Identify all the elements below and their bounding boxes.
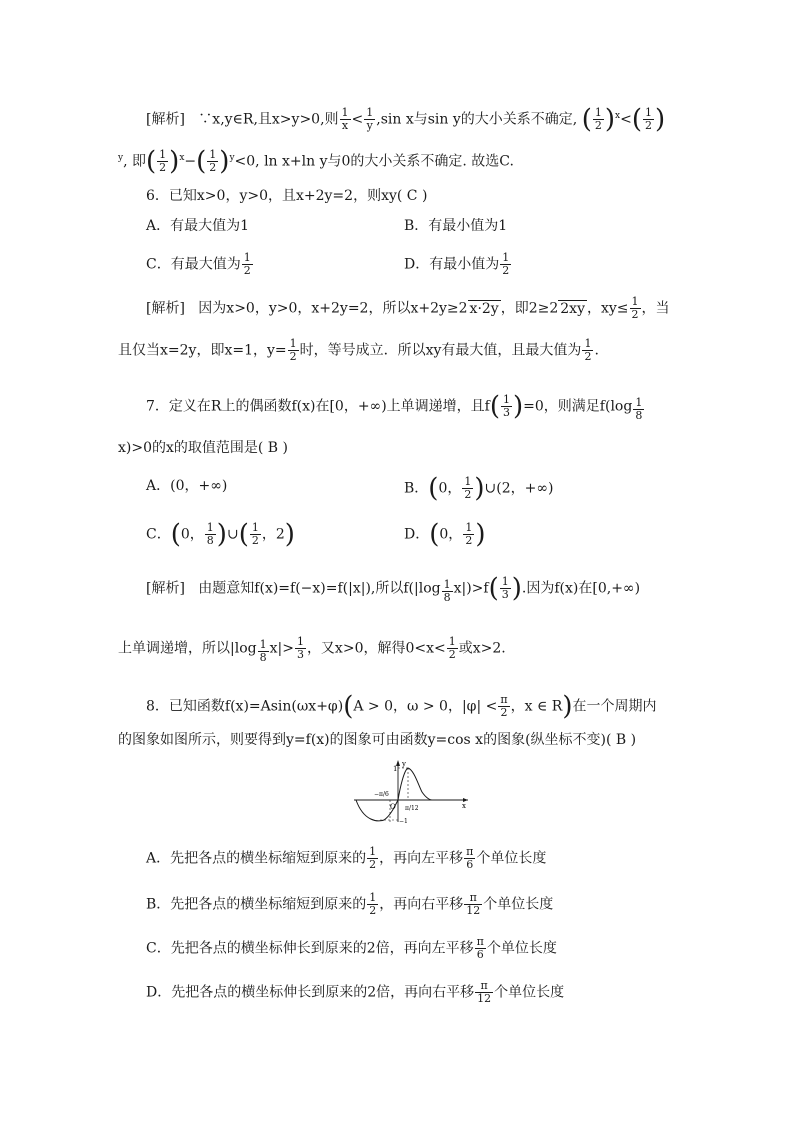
q8-stem-line2: 的图象如图所示，则要得到y=f(x)的图象可由函数y=cos x的图象(纵坐标不变)( B ) xyxy=(118,732,637,748)
q5-analysis-line1: [解析] ∵x,y∈R,且x>y>0,则 $\frac{1}{x}$ < $\frac{1}{y}$ ,sin x与sin y的大小关系不确定, ( $\frac{1}{2}$ )$^x$<( $\frac{1}{2}$ ) xyxy=(146,104,666,135)
analysis-label: [解析] xyxy=(146,300,185,317)
q8-stem: 8．已知函数f(x)=Asin(ωx+φ)(A > 0，ω > 0，|φ| < $\frac{\pi}{2}$ ，x ∈ R)在一个周期内 xyxy=(146,691,657,722)
tick-one: 1 xyxy=(393,765,398,773)
q6-option-a: A．有最大值为1 xyxy=(146,218,250,234)
origin-label: O xyxy=(390,803,396,811)
q7-option-d: D．(0， $\frac{1}{2}$ ) xyxy=(404,519,486,550)
x-label: x xyxy=(462,802,466,810)
q8-option-c: C．先把各点的横坐标伸长到原来的2倍，再向左平移 $\frac{\pi}{6}$ 个单位长度 xyxy=(146,935,557,961)
fraction-half: $\frac{1}{2}$ xyxy=(594,106,602,133)
q7-option-a: A．(0，+∞) xyxy=(146,478,228,494)
sine-curve xyxy=(356,768,432,821)
tick-neg-pi-6: −π/6 xyxy=(374,791,389,798)
q7-stem: 7．定义在R上的偶函数f(x)在[0，+∞)上单调递增，且f( $\frac{1}{3}$ )=0，则满足f(log $\frac{1}{8}$ xyxy=(146,391,643,422)
q6-analysis-line2: 且仅当x=2y，即x=1，y= $\frac{1}{2}$ 时，等号成立．所以xy有最大值，且最大值为 $\frac{1}{2}$ . xyxy=(118,337,599,363)
q8-option-b: B．先把各点的横坐标缩短到原来的 $\frac{1}{2}$ ，再向右平移 $\frac{\pi}{12}$ 个单位长度 xyxy=(146,891,554,917)
fraction-half: $\frac{1}{2}$ xyxy=(644,106,652,133)
q6-stem: 6．已知x>0，y>0，且x+2y=2，则xy( C ) xyxy=(146,188,428,204)
q6-option-c: C．有最大值为 $\frac{1}{2}$ xyxy=(146,251,251,277)
q8-option-d: D．先把各点的横坐标伸长到原来的2倍，再向右平移 $\frac{\pi}{12}$ 个单位长度 xyxy=(146,979,565,1005)
sqrt-x-2y: x·2y xyxy=(469,300,499,317)
q8-option-a: A．先把各点的横坐标缩短到原来的 $\frac{1}{2}$ ，再向左平移 $\frac{\pi}{6}$ 个单位长度 xyxy=(146,845,547,871)
tick-neg-one: −1 xyxy=(399,818,408,824)
y-label: y xyxy=(402,760,406,768)
sqrt-2xy: 2xy xyxy=(560,300,585,317)
tick-pi-12: π/12 xyxy=(405,805,419,812)
q7-stem-line2: x)>0的x的取值范围是( B ) xyxy=(118,440,289,456)
fraction-half: $\frac{1}{2}$ xyxy=(159,148,167,175)
q6-analysis-line1: [解析] 因为x>0，y>0，x+2y=2，所以x+2y≥2 x·2y ，即2≥2 2xy ，xy≤ $\frac{1}{2}$ ，当 xyxy=(146,295,670,321)
q7-analysis-line1: [解析] 由题意知f(x)=f(−x)=f(|x|),所以f(|log $\frac{1}{8}$ x|)>f( $\frac{1}{3}$ ).因为f(x)在[0,+∞) xyxy=(146,573,641,604)
q7-option-b: B．(0， $\frac{1}{2}$ )∪(2，+∞) xyxy=(404,473,554,504)
analysis-label: [解析] xyxy=(146,111,185,128)
q6-option-b: B．有最小值为1 xyxy=(404,218,508,234)
q7-analysis-line2: 上单调递增，所以|log $\frac{1}{8}$ x|> $\frac{1}{3}$ ，又x>0，解得0<x< $\frac{1}{2}$ 或x>2. xyxy=(118,635,506,664)
fraction-half: $\frac{1}{2}$ xyxy=(209,148,217,175)
fraction-1-over-x: $\frac{1}{x}$ xyxy=(341,106,349,133)
q7-option-c: C．(0， $\frac{1}{8}$ )∪( $\frac{1}{2}$ ，2) xyxy=(146,519,295,550)
sine-graph xyxy=(350,758,472,824)
fraction-1-over-y: $\frac{1}{y}$ xyxy=(366,106,374,133)
q5-analysis-line2: $^y$, 即( $\frac{1}{2}$ )$^x$−( $\frac{1}{2}$ )$^y$<0, ln x+ln y与0的大小关系不确定. 故选C. xyxy=(118,146,514,177)
q6-option-d: D．有最小值为 $\frac{1}{2}$ xyxy=(404,251,510,277)
analysis-label: [解析] xyxy=(146,580,185,597)
